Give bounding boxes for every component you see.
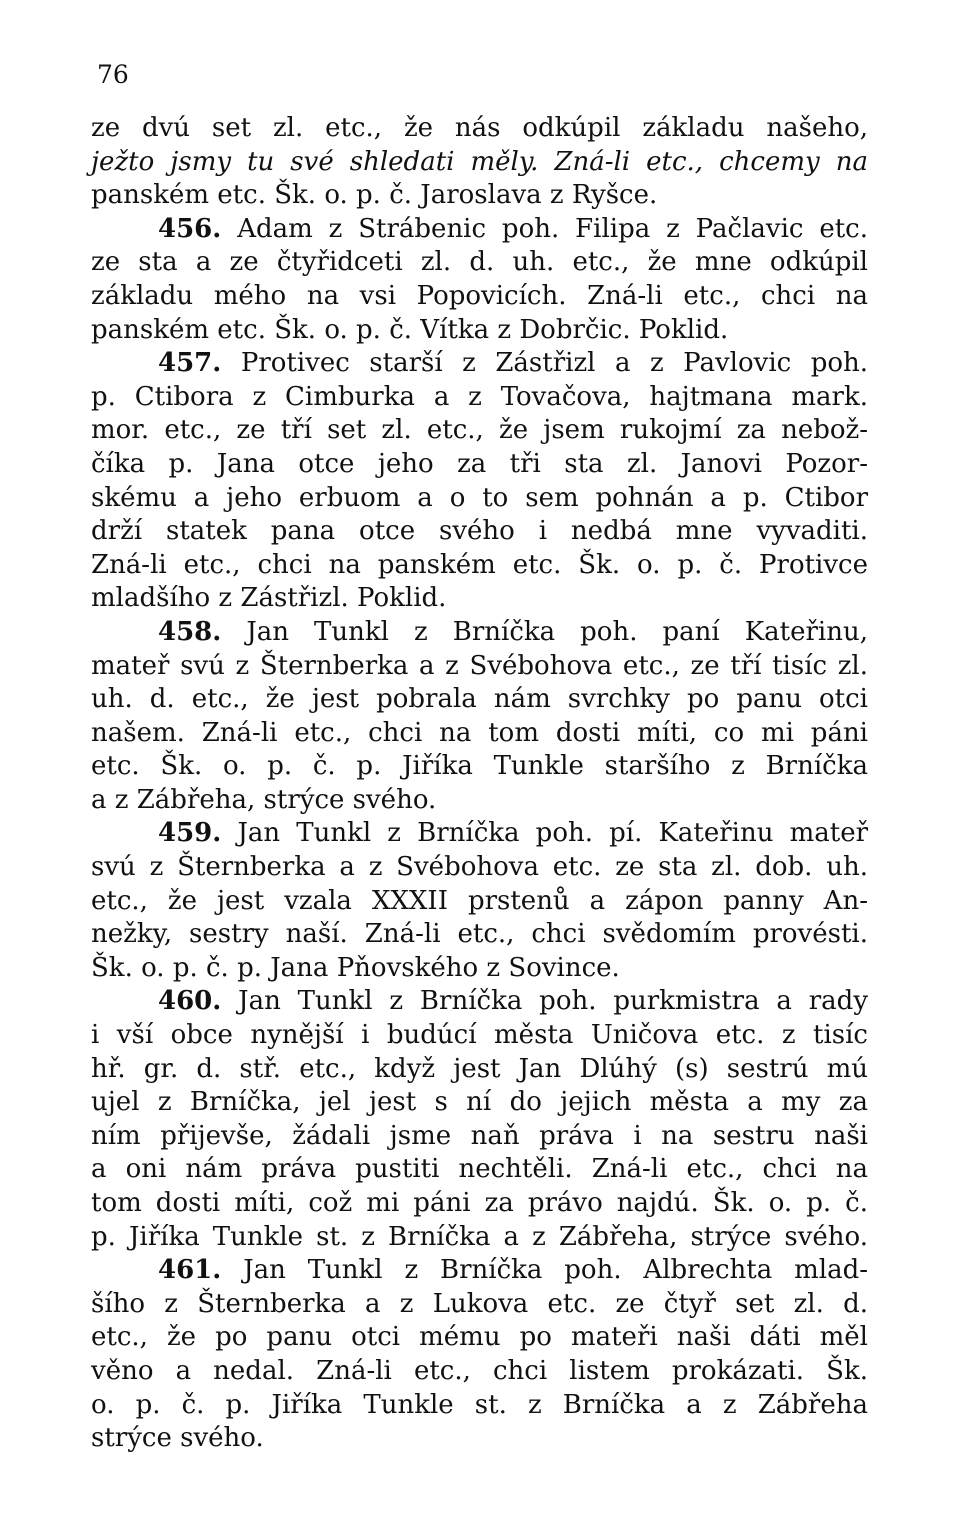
text-line	[91, 1187, 868, 1221]
text-line	[91, 549, 868, 583]
line-text: hř. gr. d. stř. etc., když jest Jan Dlúhý (s) sestrú mú	[91, 1053, 868, 1084]
text-line	[91, 448, 868, 482]
entry-number: 459.	[158, 818, 222, 849]
text-line	[91, 1019, 868, 1053]
text-line	[91, 1355, 868, 1389]
line-text: p. Ctibora z Cimburka a z Tovačova, hajtmana mark.	[91, 381, 868, 412]
line-text: i vší obce nynější i budúcí města Uničova etc. z tisíc	[91, 1020, 868, 1051]
line-text: nežky, sestry naší. Zná-li etc., chci svědomím provésti.	[91, 919, 868, 950]
line-text: ujel z Brníčka, jel jest s ní do jejich města a my za	[91, 1087, 868, 1118]
text-line	[91, 179, 868, 213]
line-text: základu mého na vsi Popovicích. Zná-li etc., chci na	[91, 280, 868, 311]
line-text: a z Zábřeha, strýce svého.	[91, 784, 437, 815]
line-text: Jan Tunkl z Brníčka poh. pí. Kateřinu mateř	[237, 818, 869, 849]
text-line	[91, 1422, 868, 1456]
line-text: a oni nám práva pustiti nechtěli. Zná-li etc., chci na	[91, 1154, 868, 1185]
text-line	[91, 717, 868, 751]
line-text: Jan Tunkl z Brníčka poh. Albrechta mlad-	[243, 1255, 868, 1286]
line-text: ním přijevše, žádali jsme naň práva i na sestru naši	[91, 1120, 868, 1151]
text-line	[91, 1053, 868, 1087]
entry-number: 461.	[158, 1255, 222, 1286]
line-text: věno a nedal. Zná-li etc., chci listem prokázati. Šk.	[91, 1355, 868, 1386]
text-line	[91, 146, 868, 180]
text-line	[91, 851, 868, 885]
entry-number: 460.	[158, 986, 222, 1017]
line-text: ze dvú set zl. etc., že nás odkúpil základu našeho,	[91, 113, 868, 143]
text-line	[91, 112, 868, 146]
text-line	[91, 246, 868, 280]
text-line	[91, 952, 868, 986]
text-line	[91, 683, 868, 717]
line-text: šího z Šternberka a z Lukova etc. ze čtyř set zl. d.	[91, 1288, 868, 1319]
text-line	[91, 1086, 868, 1120]
entry-number: 457.	[158, 348, 222, 379]
text-line	[91, 314, 868, 348]
line-text: etc., že jest vzala XXXII prstenů a zápon panny An-	[91, 885, 868, 916]
line-text: strýce svého.	[91, 1423, 264, 1454]
line-text: Jan Tunkl z Brníčka poh. purkmistra a rady	[238, 986, 869, 1017]
body-text	[91, 112, 868, 1456]
line-text: Adam z Strábenic poh. Filipa z Pačlavic etc.	[237, 213, 868, 244]
line-text: číka p. Jana otce jeho za tři sta zl. Janovi Pozor-	[91, 448, 868, 479]
entry-first-line	[91, 817, 868, 851]
entry-first-line	[91, 1254, 868, 1288]
line-text: Jan Tunkl z Brníčka poh. paní Kateřinu,	[246, 616, 868, 647]
text-line	[91, 515, 868, 549]
line-text: uh. d. etc., že jest pobrala nám svrchky po panu otci	[91, 684, 868, 715]
line-text: o. p. č. p. Jiříka Tunkle st. z Brníčka a z Zábřeha	[91, 1389, 868, 1420]
text-line	[91, 280, 868, 314]
entry-first-line	[91, 347, 868, 381]
text-line	[91, 381, 868, 415]
line-text: Šk. o. p. č. p. Jana Pňovského z Sovince.	[91, 952, 620, 983]
entry-first-line	[91, 616, 868, 650]
line-text: ježto jsmy tu své shledati měly. Zná-li etc., chcemy na	[91, 146, 868, 177]
text-line	[91, 1321, 868, 1355]
line-text: etc. Šk. o. p. č. p. Jiříka Tunkle staršího z Brníčka	[91, 751, 868, 782]
line-text: svú z Šternberka a z Svébohova etc. ze sta zl. dob. uh.	[91, 852, 868, 883]
text-line	[91, 885, 868, 919]
line-text: našem. Zná-li etc., chci na tom dosti míti, co mi páni	[91, 717, 868, 748]
line-text: mateř svú z Šternberka a z Svébohova etc., ze tří tisíc zl.	[91, 650, 868, 681]
entry-first-line	[91, 213, 868, 247]
text-line	[91, 582, 868, 616]
text-line	[91, 1389, 868, 1423]
line-text: panském etc. Šk. o. p. č. Jaroslava z Ryšce.	[91, 180, 658, 211]
entry-number: 458.	[158, 616, 222, 647]
line-text: tom dosti míti, což mi páni za právo najdú. Šk. o. p. č.	[91, 1188, 868, 1218]
text-line	[91, 414, 868, 448]
text-line	[91, 650, 868, 684]
line-text: skému a jeho erbuom a o to sem pohnán a p. Ctibor	[91, 482, 868, 513]
page-number: 76	[97, 60, 129, 89]
text-line	[91, 482, 868, 516]
text-line	[91, 918, 868, 952]
text-line	[91, 1221, 868, 1255]
entry-first-line	[91, 985, 868, 1019]
text-line	[91, 1288, 868, 1322]
text-line	[91, 750, 868, 784]
text-line	[91, 1153, 868, 1187]
line-text: Protivec starší z Zástřizl a z Pavlovic poh.	[240, 348, 869, 379]
line-text: panském etc. Šk. o. p. č. Vítka z Dobrčic. Poklid.	[91, 314, 729, 345]
line-text: ze sta a ze čtyřidceti zl. d. uh. etc., že mne odkúpil	[91, 247, 868, 278]
line-text: mor. etc., ze tří set zl. etc., že jsem rukojmí za nebož-	[91, 415, 868, 446]
line-text: mladšího z Zástřizl. Poklid.	[91, 583, 447, 614]
entry-number: 456.	[158, 213, 222, 244]
text-line	[91, 784, 868, 818]
line-text: drží statek pana otce svého i nedbá mne vyvaditi.	[91, 516, 868, 547]
line-text: Zná-li etc., chci na panském etc. Šk. o. p. č. Protivce	[91, 549, 868, 580]
line-text: etc., že po panu otci mému po mateři naši dáti měl	[91, 1322, 868, 1353]
line-text: p. Jiříka Tunkle st. z Brníčka a z Zábřeha, strýce svého.	[91, 1221, 868, 1252]
text-line	[91, 1120, 868, 1154]
